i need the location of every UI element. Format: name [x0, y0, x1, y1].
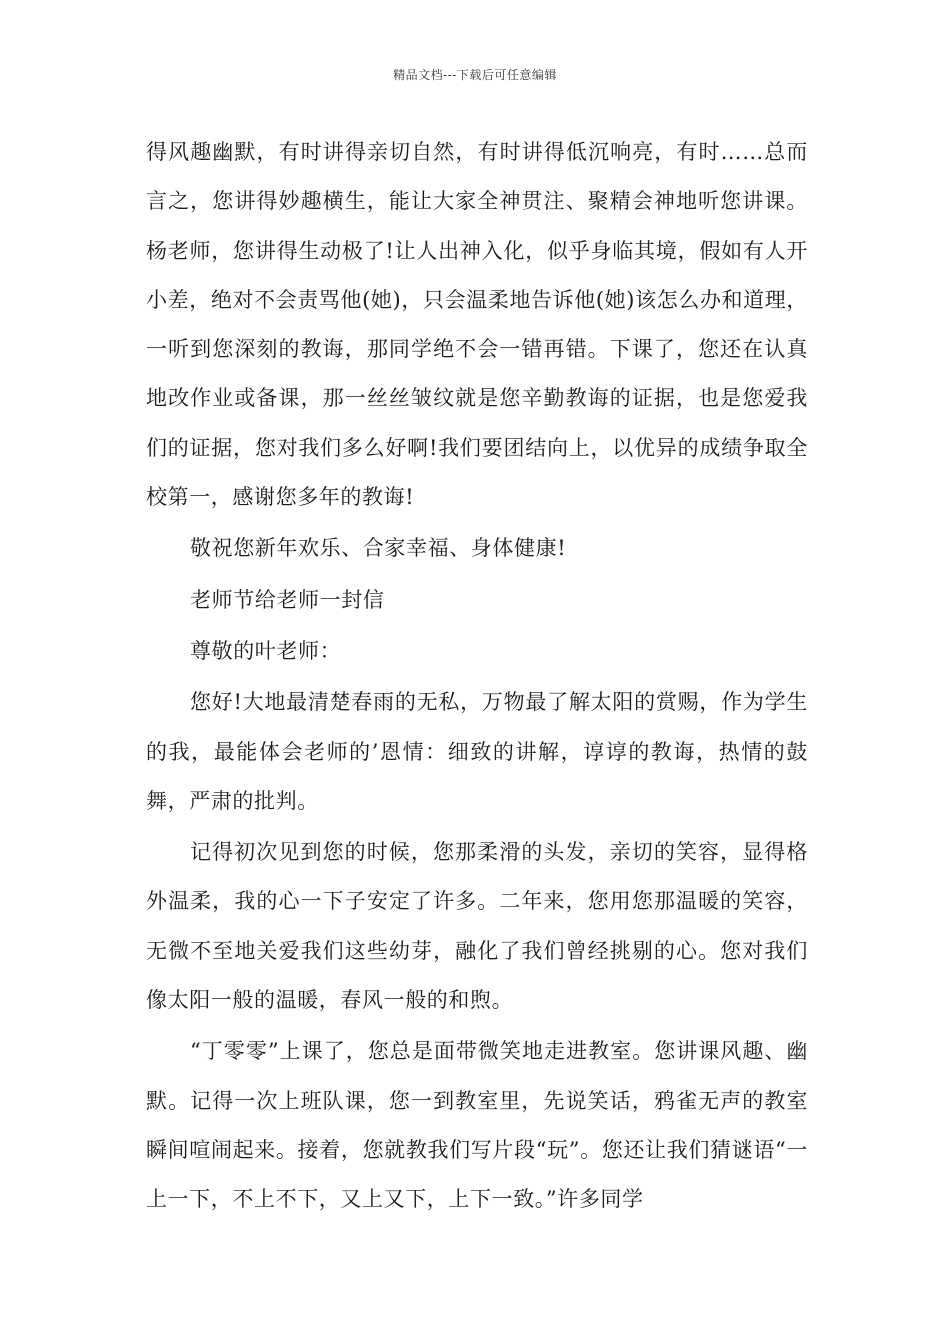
paragraph-continuation: 得风趣幽默，有时讲得亲切自然，有时讲得低沉响亮，有时……总而言之，您讲得妙趣横生，能让大家全神贯注、聚精会神地听您讲课。杨老师，您讲得生动极了!让人出神入化，似乎身临其境，假如有人开小差，绝对不会责骂他(她)，只会温柔地告诉他(她)该怎么办和道理，一听到您深刻的教诲，那同学绝不会一错再错。下课了，您还在认真地改作业或备课，那一丝丝皱纹就是您辛勤教诲的证据，也是您爱我们的证据，您对我们多么好啊!我们要团结向上，以优异的成绩争取全校第一，感谢您多年的教诲! — [146, 140, 808, 510]
paragraph-greeting: 您好!大地最清楚春雨的无私，万物最了解太阳的赏赐，作为学生的我，最能体会老师的’恩情：细致的讲解，谆谆的教诲，热情的鼓舞，严肃的批判。 — [146, 690, 808, 813]
page-header: 精品文档---下载后可任意编辑 — [393, 68, 557, 82]
paragraph-letter-title: 老师节给老师一封信 — [190, 587, 385, 612]
document-body — [146, 128, 808, 1225]
paragraph-class-memory: “丁零零”上课了，您总是面带微笑地走进教室。您讲课风趣、幽默。记得一次上班队课，您一到教室里，先说笑话，鸦雀无声的教室瞬间喧闹起来。接着，您就教我们写片段“玩”。您还让我们猜谜语“一上一下，不上不下，又上又下，上下一致。”许多同学 — [146, 1039, 808, 1212]
paragraph-salutation: 尊敬的叶老师： — [190, 638, 342, 663]
paragraph-first-meeting: 记得初次见到您的时候，您那柔滑的头发，亲切的笑容，显得格外温柔，我的心一下子安定了许多。二年来，您用您那温暖的笑容，无微不至地关爱我们这些幼芽，融化了我们曾经挑剔的心。您对我们像太阳一般的温暖，春风一般的和煦。 — [146, 840, 808, 1013]
paragraph-wishes: 敬祝您新年欢乐、合家幸福、身体健康! — [190, 536, 567, 561]
